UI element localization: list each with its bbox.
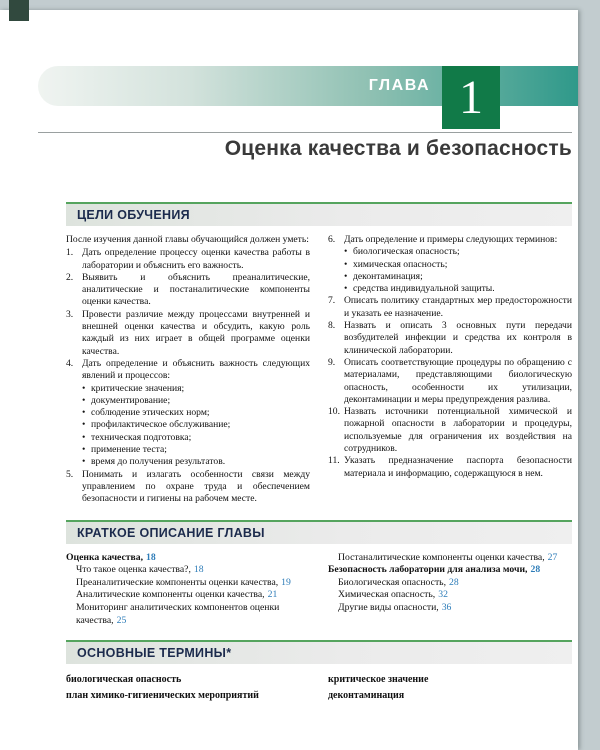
outline-entry: Другие виды опасности, 36 bbox=[338, 601, 452, 613]
chapter-label: ГЛАВА bbox=[368, 77, 430, 94]
outline-entry: Биологическая опасность, 28 bbox=[338, 576, 459, 588]
chapter-number: 1 bbox=[459, 70, 483, 124]
objective-number: 2. bbox=[66, 271, 74, 283]
objective-text: Указать предназначение паспорта безопасности материала и информацию, содержащуюся в нем. bbox=[344, 455, 572, 479]
objective-number: 5. bbox=[66, 468, 74, 480]
objective-text: Дать определение процессу оценки качества работы в лаборатории и объяснить его важность. bbox=[82, 247, 310, 271]
objective-item bbox=[66, 247, 310, 272]
objective-number: 6. bbox=[328, 234, 336, 245]
outline-entry: Аналитические компоненты оценки качества, 21 bbox=[76, 589, 278, 601]
objective-text: Описать соответствующие процедуры по обращению с материалами, представляющими биологическую опасность, особенности их утилизации, деконтаминации и меры предупреждения разлива. bbox=[344, 356, 572, 405]
outline-columns bbox=[66, 552, 572, 628]
bullet-item: • средства индивидуальной защиты. bbox=[328, 283, 572, 295]
objectives-left-column bbox=[66, 234, 310, 506]
bullet-item: • профилактическое обслуживание; bbox=[66, 419, 310, 431]
bullet-item: • документирование; bbox=[66, 395, 310, 407]
outline-entry: Безопасность лаборатории для анализа мочи, 28 bbox=[328, 564, 541, 576]
objective-text: Описать политику стандартных мер предосторожности и указать ее назначение. bbox=[344, 295, 572, 319]
objectives-intro: После изучения данной главы обучающийся должен уметь: bbox=[66, 234, 309, 245]
objective-item bbox=[328, 320, 572, 357]
objective-text: Дать определение и объяснить важность следующих явлений и процессов: bbox=[82, 357, 310, 382]
bullet-item: • биологическая опасность; bbox=[328, 246, 572, 258]
objective-text: Выявить и объяснить преаналитические, аналитические и постаналитические компоненты оценки качества. bbox=[82, 271, 310, 308]
objective-number: 1. bbox=[66, 247, 74, 259]
section-heading-terms: ОСНОВНЫЕ ТЕРМИНЫ* bbox=[66, 640, 572, 664]
terms-left-column bbox=[66, 672, 310, 703]
outline-entry: Химическая опасность, 32 bbox=[338, 589, 448, 601]
outline-left-column bbox=[66, 552, 310, 628]
objective-item bbox=[328, 455, 572, 480]
page-number: 36 bbox=[441, 601, 452, 613]
key-term: биологическая опасность bbox=[66, 674, 182, 686]
objective-number: 8. bbox=[328, 320, 336, 332]
objective-text: Назвать источники потенциальной химической и пожарной опасности в лаборатории и процедуры, используемые для ограничения их воздействия на сотрудников. bbox=[344, 406, 572, 455]
objective-number: 3. bbox=[66, 308, 74, 320]
objective-item bbox=[66, 358, 310, 383]
objective-number: 11. bbox=[328, 455, 340, 467]
page-number: 18 bbox=[146, 551, 156, 563]
objective-item bbox=[328, 234, 572, 246]
scan-corner-mark bbox=[9, 0, 29, 21]
outline-entry: Мониторинг аналитических компонентов оценки качества, 25 bbox=[76, 601, 280, 626]
terms-right-column bbox=[328, 672, 572, 703]
objective-item bbox=[328, 406, 572, 455]
objective-item bbox=[328, 295, 572, 320]
page-number: 32 bbox=[438, 589, 448, 601]
objective-number: 9. bbox=[328, 356, 336, 368]
page-number: 25 bbox=[116, 614, 127, 626]
bullet-item: • соблюдение этических норм; bbox=[66, 407, 310, 419]
objective-text: Назвать и описать 3 основных пути передачи возбудителей инфекции и средства их контроля в клинической лаборатории. bbox=[344, 320, 572, 356]
objective-number: 4. bbox=[66, 357, 74, 369]
page-number: 21 bbox=[267, 589, 278, 601]
outline-entry: Что такое оценка качества?, 18 bbox=[76, 564, 204, 576]
section-heading-outline: КРАТКОЕ ОПИСАНИЕ ГЛАВЫ bbox=[66, 520, 572, 544]
chapter-band bbox=[38, 66, 578, 124]
outline-right-column bbox=[328, 552, 572, 628]
bullet-item: • применение теста; bbox=[66, 444, 310, 456]
page-number: 27 bbox=[547, 551, 558, 563]
objective-item bbox=[66, 309, 310, 358]
key-term: план химико-гигиенических мероприятий bbox=[66, 689, 259, 701]
page-number: 18 bbox=[193, 564, 204, 576]
outline-entry: Оценка качества, 18 bbox=[66, 551, 156, 563]
objective-number: 10. bbox=[328, 406, 340, 418]
section-heading-objectives: ЦЕЛИ ОБУЧЕНИЯ bbox=[66, 202, 572, 226]
objective-text: Понимать и излагать особенности связи между управлением по охране труда и обеспечением безопасности и гигиены на рабочем месте. bbox=[82, 468, 310, 505]
objectives-right-column bbox=[328, 234, 572, 506]
objective-text: Провести различие между процессами внутренней и внешней оценки качества и обсудить, какую роль каждый из них играет в общей программе оценки качества. bbox=[82, 308, 310, 357]
objective-item bbox=[66, 272, 310, 309]
objectives-columns bbox=[66, 234, 572, 506]
page-number: 28 bbox=[530, 564, 541, 576]
objective-item bbox=[328, 357, 572, 406]
bullet-item: • критические значения; bbox=[66, 383, 310, 395]
bullet-item: • химическая опасность; bbox=[328, 259, 572, 271]
key-term: критическое значение bbox=[328, 674, 429, 686]
bullet-item: • время до получения результатов. bbox=[66, 456, 310, 468]
title-divider bbox=[38, 132, 572, 133]
outline-entry: Преаналитические компоненты оценки качества, 19 bbox=[76, 576, 291, 588]
page-title: Оценка качества и безопасность bbox=[224, 137, 572, 160]
page-number: 19 bbox=[281, 576, 291, 588]
objective-item bbox=[66, 469, 310, 506]
key-term: деконтаминация bbox=[328, 689, 405, 701]
chapter-number-box bbox=[442, 66, 500, 129]
bullet-item: • техническая подготовка; bbox=[66, 432, 310, 444]
book-page bbox=[0, 10, 578, 750]
page-content bbox=[66, 202, 572, 703]
outline-entry: Постаналитические компоненты оценки качества, 27 bbox=[338, 551, 558, 563]
page-number: 28 bbox=[449, 576, 459, 588]
objective-text: Дать определение и примеры следующих терминов: bbox=[344, 234, 558, 245]
objective-number: 7. bbox=[328, 295, 336, 307]
bullet-item: • деконтаминация; bbox=[328, 271, 572, 283]
terms-columns bbox=[66, 672, 572, 703]
